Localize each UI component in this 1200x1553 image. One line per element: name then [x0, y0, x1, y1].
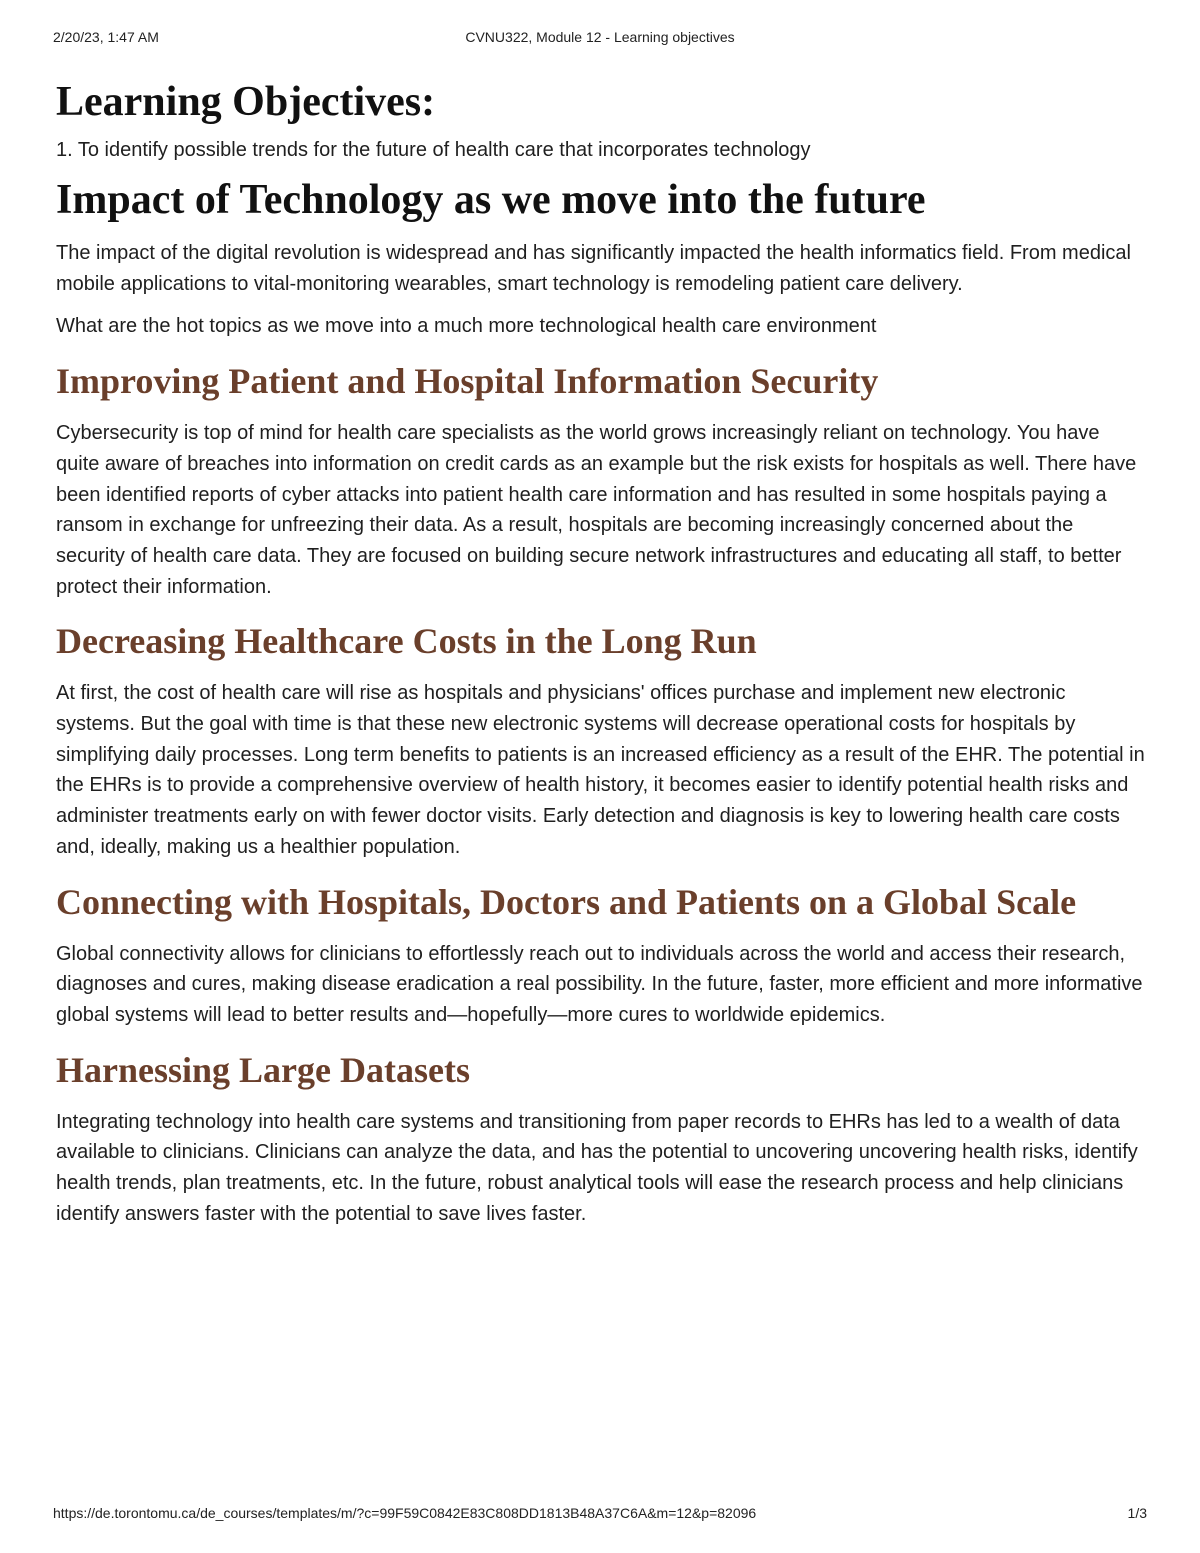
print-date: 2/20/23, 1:47 AM: [53, 29, 159, 45]
section-body-costs: At first, the cost of health care will rise as hospitals and physicians' offices purchase and implement new electronic systems. But the goal with time is that these new electronic systems will decrease operational costs for hospitals by simplifying daily processes. Long term benefits to patients is an increased efficiency as a result of the EHR. The potential in the EHRs is to provide a comprehensive overview of health history, it becomes easier to identify potential health risks and administer treatments early on with fewer doctor visits. Early detection and diagnosis is key to lowering health care costs and, ideally, making us a healthier population.: [56, 682, 1145, 858]
hot-topics-paragraph: What are the hot topics as we move into a much more technological health care environment: [56, 315, 877, 338]
learning-objective: 1. To identify possible trends for the future of health care that incorporates technology: [56, 139, 811, 161]
impact-heading: Impact of Technology as we move into the future: [56, 177, 926, 223]
section-body-datasets: Integrating technology into health care systems and transitioning from paper records to EHRs has led to a wealth of data available to clinicians. Clinicians can analyze the data, and has the potential to uncovering uncovering health risks, identify health trends, plan treatments, etc. In the future, robust analytical tools will ease the research process and help clinicians identify answers faster with the potential to save lives faster.: [56, 1110, 1138, 1225]
page-content: [56, 68, 1146, 1241]
print-footer: [53, 1505, 1147, 1525]
section-heading-datasets: Harnessing Large Datasets: [56, 1049, 470, 1090]
print-title: CVNU322, Module 12 - Learning objectives: [465, 29, 735, 45]
page-number: 1/3: [1127, 1505, 1147, 1521]
section-heading-global: Connecting with Hospitals, Doctors and Patients on a Global Scale: [56, 881, 1077, 922]
page-url: https://de.torontomu.ca/de_courses/templates/m/?c=99F59C0842E83C808DD1813B48A37C6A&m=12&p=82096: [53, 1505, 757, 1521]
section-body-global: Global connectivity allows for clinicians to effortlessly reach out to individuals across the world and access their research, diagnoses and cures, making disease eradication a real possibility. In the future, faster, more efficient and more informative global systems will lead to better results and—hopefully—more cures to worldwide epidemics.: [56, 942, 1143, 1026]
section-body-security: Cybersecurity is top of mind for health care specialists as the world grows increasingly reliant on technology. You have quite aware of breaches into information on credit cards as an example but the risk exists for hospitals as well. There have been identified reports of cyber attacks into patient health care information and has resulted in some hospitals paying a ransom in exchange for unfreezing their data. As a result, hospitals are becoming increasingly concerned about the security of health care data. They are focused on building secure network infrastructures and educating all staff, to better protect their information.: [56, 422, 1137, 598]
section-heading-security: Improving Patient and Hospital Information Security: [56, 361, 879, 402]
section-heading-costs: Decreasing Healthcare Costs in the Long Run: [56, 621, 757, 662]
impact-paragraph: The impact of the digital revolution is widespread and has significantly impacted the health informatics field. From medical mobile applications to vital-monitoring wearables, smart technology is remodeling patient care delivery.: [56, 242, 1131, 295]
page-title: Learning Objectives:: [56, 79, 436, 125]
print-header: [53, 29, 1147, 49]
